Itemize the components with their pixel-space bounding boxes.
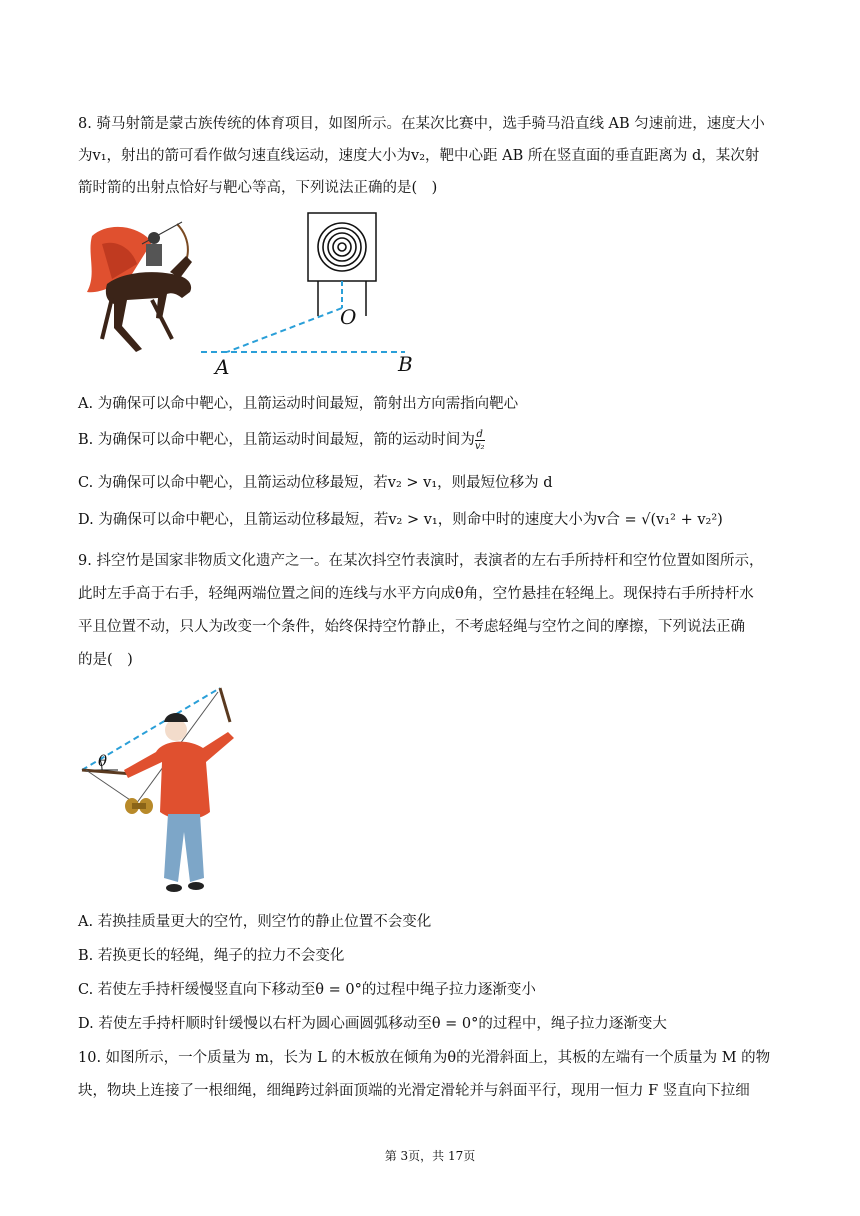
diabolo-figure	[78, 682, 248, 898]
q9-option-c: C. 若使左手持杆缓慢竖直向下移动至θ = 0°的过程中绳子拉力逐渐变小	[78, 982, 536, 998]
label-a: A	[215, 355, 230, 379]
q8-option-b-text: B. 为确保可以命中靶心，且箭运动时间最短，箭的运动时间为	[78, 432, 475, 448]
page-footer: 第 3页，共 17页	[384, 1149, 476, 1163]
q8-option-b-fraction	[475, 429, 485, 452]
q8-stem-line3: 箭时箭的出射点恰好与靶心等高，下列说法正确的是( )	[78, 180, 438, 196]
q9-stem-line2: 此时左手高于右手，轻绳两端位置之间的连线与水平方向成θ角，空竹悬挂在轻绳上。现保持右手所持杆水	[78, 586, 754, 602]
q8-option-a: A. 为确保可以命中靶心，且箭运动时间最短，箭射出方向需指向靶心	[78, 396, 519, 412]
q10-stem-line1: 10. 如图所示，一个质量为 m，长为 L 的木板放在倾角为θ的光滑斜面上，其板的左端有一个质量为 M 的物	[78, 1050, 771, 1066]
q8-option-b	[78, 428, 485, 452]
q8-stem-line2: 为v₁，射出的箭可看作做匀速直线运动，速度大小为v₂，靶中心距 AB 所在竖直面的垂直距离为 d，某次射	[78, 148, 760, 164]
label-b: B	[398, 352, 413, 376]
q9-option-d: D. 若使左手持杆顺时针缓慢以右杆为圆心画圆弧移动至θ = 0°的过程中，绳子拉力逐渐变大	[78, 1016, 667, 1032]
q10-stem-line2: 块，物块上连接了一根细绳，细绳跨过斜面顶端的光滑定滑轮并与斜面平行，现用一恒力 F 竖直向下拉细	[78, 1083, 750, 1099]
q9-stem-line1: 9. 抖空竹是国家非物质文化遗产之一。在某次抖空竹表演时，表演者的左右手所持杆和空竹位置如图所示，	[78, 553, 764, 569]
q9-stem-line3: 平且位置不动，只人为改变一个条件，始终保持空竹静止，不考虑轻绳与空竹之间的摩擦，下列说法正确	[78, 619, 745, 635]
q9-option-a: A. 若换挂质量更大的空竹，则空竹的静止位置不会变化	[78, 914, 432, 930]
target-diagram	[195, 210, 425, 385]
q8-option-c: C. 为确保可以命中靶心，且箭运动位移最短，若v₂ > v₁，则最短位移为 d	[78, 475, 553, 491]
q8-stem-line1: 8. 骑马射箭是蒙古族传统的体育项目，如图所示。在某次比赛中，选手骑马沿直线 AB 匀速前进，速度大小	[78, 116, 765, 132]
frac-denominator: v₂	[474, 440, 485, 452]
label-o: O	[340, 305, 357, 329]
q9-option-b: B. 若换更长的轻绳，绳子的拉力不会变化	[78, 948, 345, 964]
q8-option-d: D. 为确保可以命中靶心，且箭运动位移最短，若v₂ > v₁，则命中时的速度大小为v合 = √(v₁² + v₂²)	[78, 512, 723, 528]
frac-numerator: d	[476, 428, 483, 440]
q9-stem-line4: 的是( )	[78, 652, 133, 668]
archer-figure	[82, 214, 200, 358]
label-theta: θ	[98, 752, 108, 770]
